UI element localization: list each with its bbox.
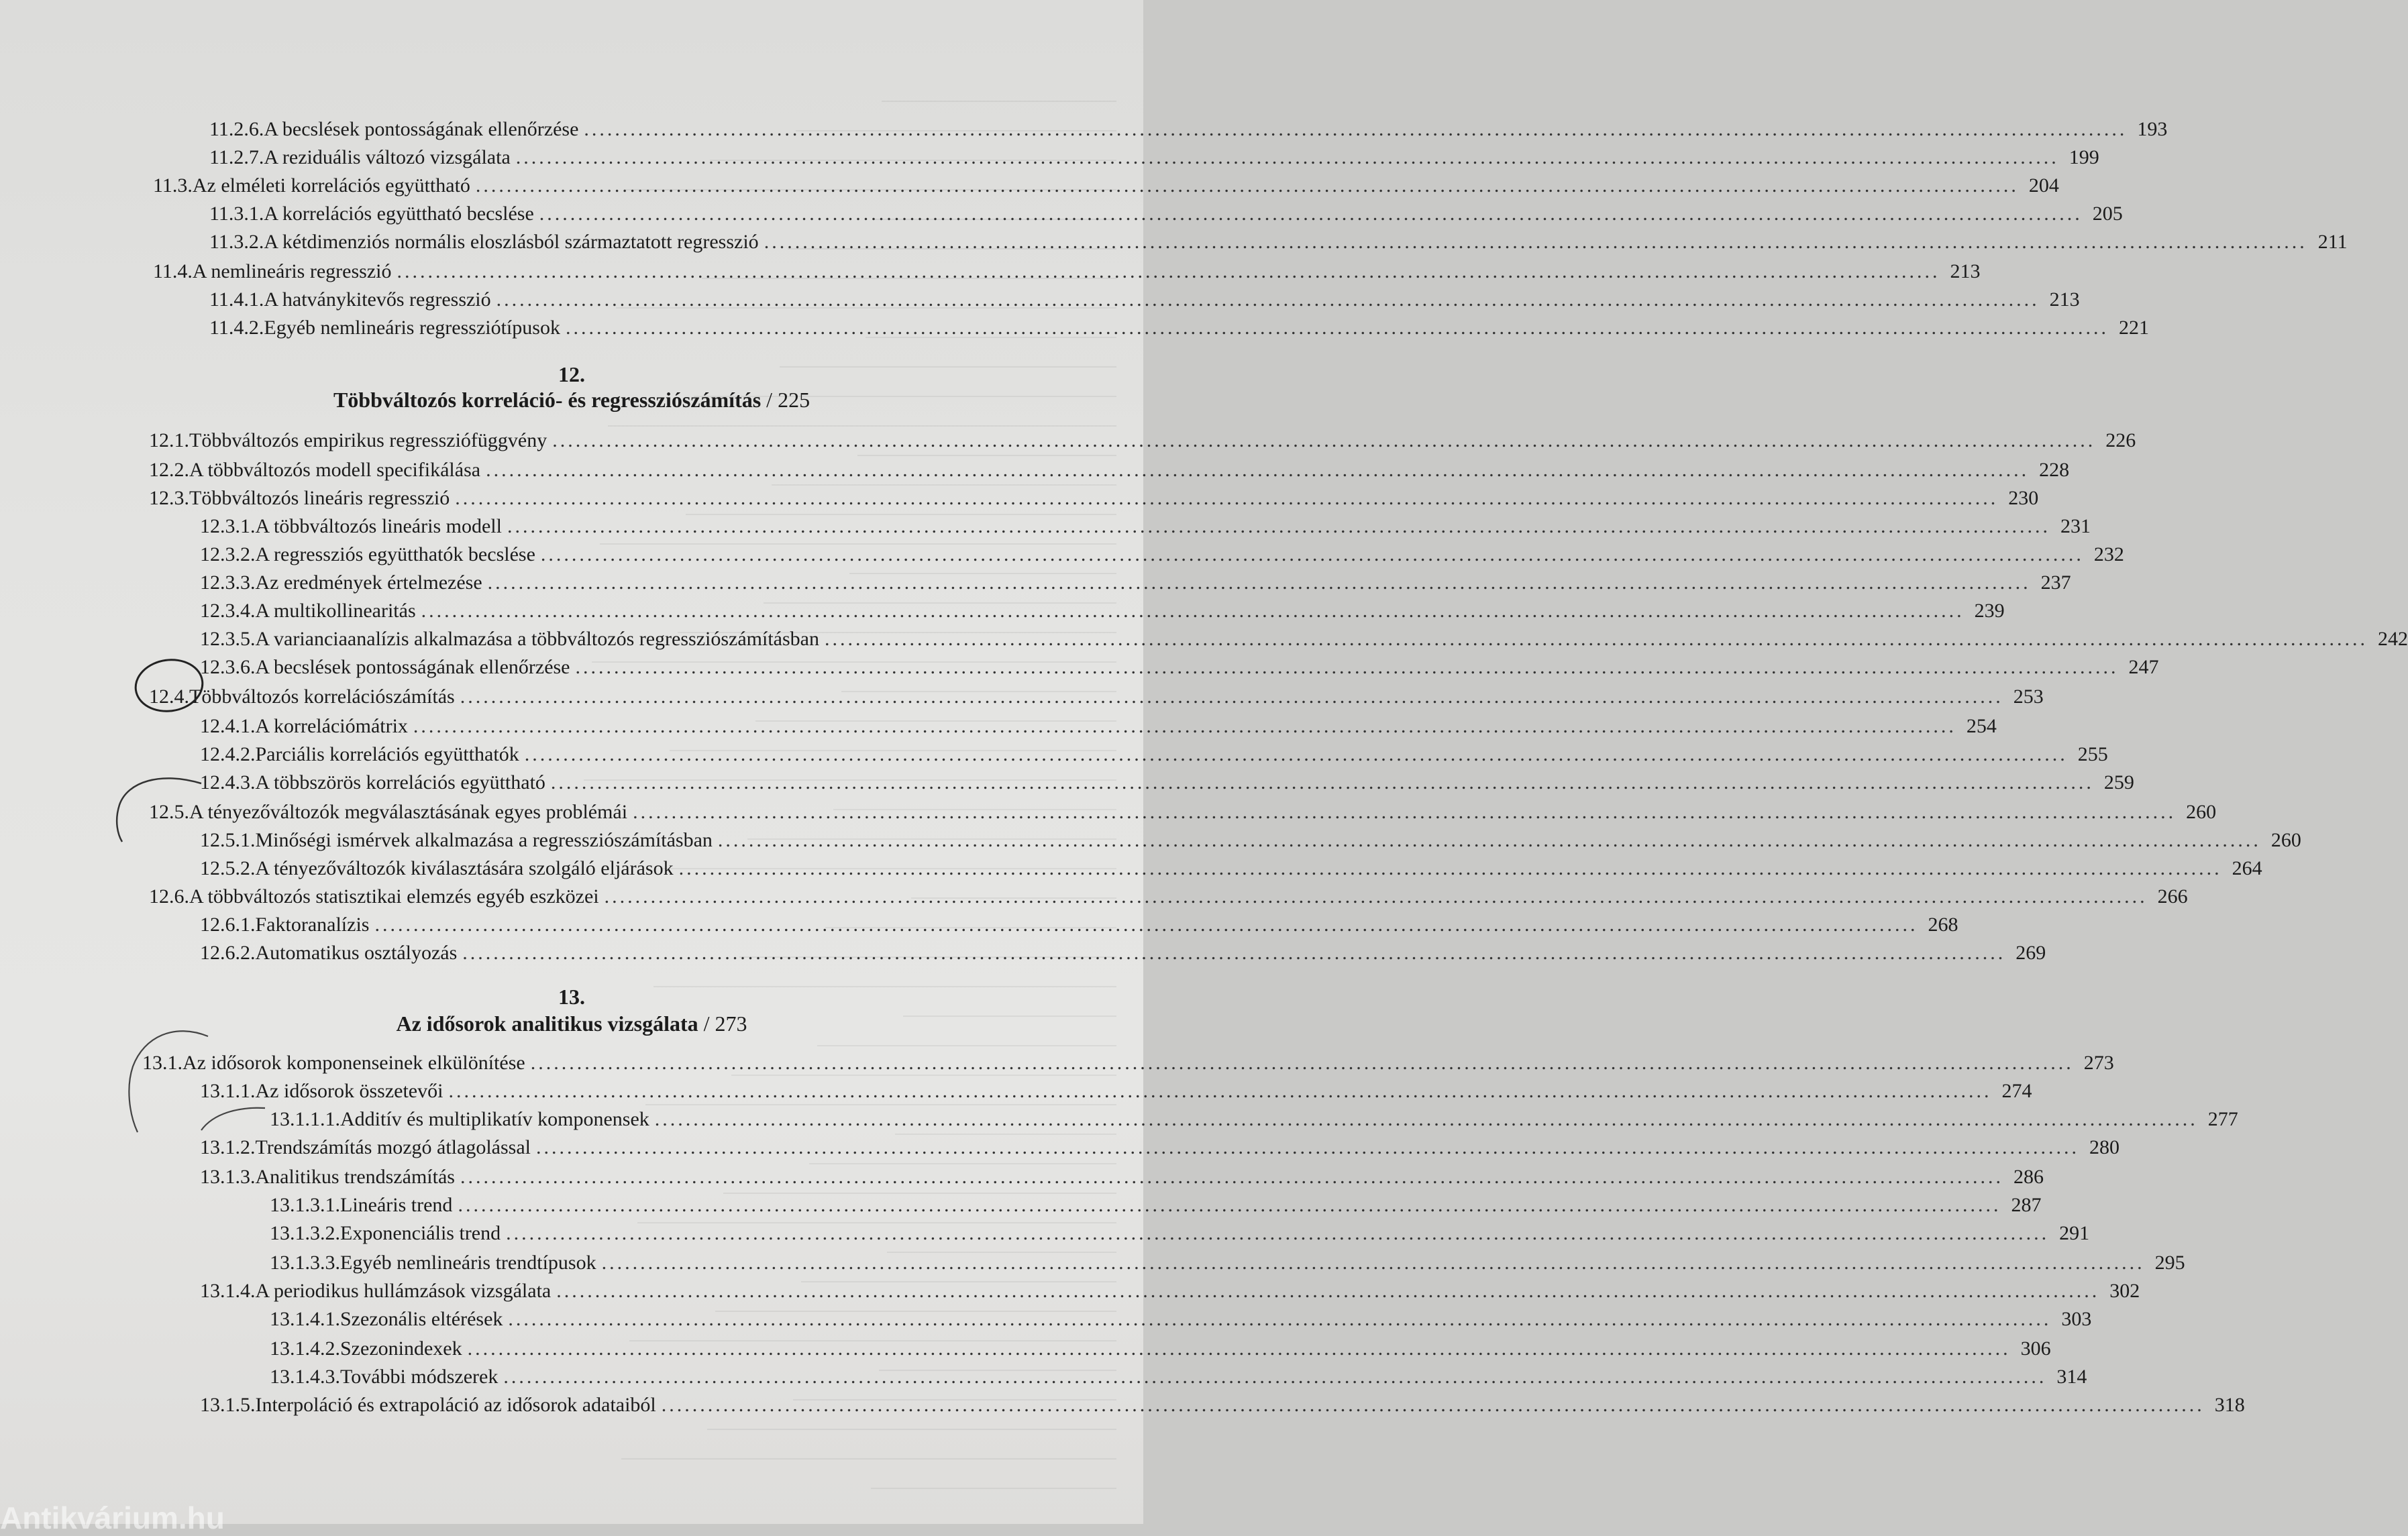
toc-entry bbox=[153, 260, 1981, 283]
toc-entry-page: 268 bbox=[1928, 914, 1958, 936]
dot-leader: ........................................................................................................................................................................................................ bbox=[535, 1136, 2079, 1158]
toc-entry-page: 260 bbox=[2270, 829, 2301, 851]
toc-entry-number: 13.1.1. bbox=[200, 1080, 256, 1102]
toc-entry-title: Trendszámítás mozgó átlagolással bbox=[255, 1136, 531, 1158]
toc-entry-title: A többszörös korrelációs együttható bbox=[255, 771, 545, 793]
toc-entry bbox=[149, 685, 2044, 708]
toc-entry-number: 12.5. bbox=[149, 801, 189, 823]
toc-entry-number: 13.1.2. bbox=[200, 1136, 256, 1158]
toc-entry-page: 266 bbox=[2157, 885, 2188, 908]
dot-leader: ........................................................................................................................................................................................................ bbox=[539, 203, 2083, 225]
toc-entry-number: 11.2.7. bbox=[209, 146, 264, 168]
toc-entry bbox=[200, 1136, 2119, 1159]
toc-entry bbox=[270, 1308, 2092, 1331]
dot-leader: ........................................................................................................................................................................................................ bbox=[633, 801, 2177, 823]
toc-entry-page: 237 bbox=[2040, 571, 2071, 594]
toc-entry-number: 11.4.2. bbox=[209, 317, 264, 339]
dot-leader: ........................................................................................................................................................................................................ bbox=[565, 317, 2109, 339]
toc-entry bbox=[270, 1108, 2238, 1131]
toc-entry-number: 13.1.4.1. bbox=[270, 1308, 340, 1330]
toc-entry-title: Szezonális eltérések bbox=[340, 1308, 503, 1330]
toc-entry-page: 211 bbox=[2317, 231, 2348, 253]
toc-entry-page: 306 bbox=[2020, 1337, 2051, 1360]
chapter-12-number: 12. bbox=[558, 362, 585, 386]
toc-entry-title: A tényezőváltozók kiválasztására szolgáló eljárások bbox=[255, 857, 674, 879]
toc-entry bbox=[200, 1394, 2245, 1417]
toc-entry-title: A többváltozós modell specifikálása bbox=[189, 459, 481, 481]
dot-leader: ........................................................................................................................................................................................................ bbox=[824, 628, 2368, 650]
toc-entry bbox=[270, 1337, 2051, 1360]
toc-entry-number: 11.3. bbox=[153, 174, 193, 197]
toc-entry-page: 254 bbox=[1966, 715, 1997, 737]
toc-entry-number: 12.3.2. bbox=[200, 543, 256, 565]
toc-entry bbox=[200, 628, 2408, 651]
toc-entry-number: 12.5.2. bbox=[200, 857, 256, 879]
toc-entry-page: 230 bbox=[2008, 487, 2039, 509]
toc-entry bbox=[270, 1366, 2087, 1388]
dot-leader: ........................................................................................................................................................................................................ bbox=[503, 1366, 2047, 1388]
toc-entry bbox=[200, 1166, 2044, 1189]
toc-entry-page: 314 bbox=[2056, 1366, 2087, 1388]
dot-leader: ........................................................................................................................................................................................................ bbox=[540, 543, 2084, 565]
toc-entry-page: 277 bbox=[2207, 1108, 2238, 1130]
toc-entry-page: 260 bbox=[2186, 801, 2217, 823]
dot-leader: ........................................................................................................................................................................................................ bbox=[717, 829, 2261, 851]
toc-entry-title: A korrelációs együttható becslése bbox=[264, 203, 534, 225]
dot-leader: ........................................................................................................................................................................................................ bbox=[550, 771, 2094, 793]
toc-entry-title: A reziduális változó vizsgálata bbox=[264, 146, 511, 168]
toc-entry bbox=[200, 515, 2091, 538]
ghost-line bbox=[645, 1104, 1116, 1105]
toc-entry bbox=[209, 231, 2348, 254]
toc-entry-title: A többváltozós statisztikai elemzés egyéb eszközei bbox=[189, 885, 599, 908]
dot-leader: ........................................................................................................................................................................................................ bbox=[764, 231, 2307, 253]
dot-leader: ........................................................................................................................................................................................................ bbox=[508, 1308, 2052, 1330]
toc-entry-title: Egyéb nemlineáris trendtípusok bbox=[340, 1252, 596, 1274]
toc-entry-title: Az idősorok komponenseinek elkülönítése bbox=[182, 1052, 525, 1074]
toc-entry-title: A becslések pontosságának ellenőrzése bbox=[264, 118, 579, 140]
dot-leader: ........................................................................................................................................................................................................ bbox=[460, 685, 2003, 708]
dot-leader: ........................................................................................................................................................................................................ bbox=[524, 743, 2068, 765]
dot-leader: ........................................................................................................................................................................................................ bbox=[467, 1337, 2011, 1360]
toc-entry-number: 11.4. bbox=[153, 260, 193, 282]
toc-entry bbox=[209, 203, 2123, 225]
toc-entry-number: 13.1.3. bbox=[200, 1166, 256, 1188]
toc-entry bbox=[149, 885, 2188, 908]
toc-entry-number: 11.3.2. bbox=[209, 231, 264, 253]
toc-entry-number: 13.1.4. bbox=[200, 1280, 256, 1302]
dot-leader: ........................................................................................................................................................................................................ bbox=[601, 1252, 2145, 1274]
toc-entry-title: Exponenciális trend bbox=[340, 1222, 501, 1244]
toc-entry bbox=[149, 459, 2070, 482]
toc-entry-number: 13.1.3.2. bbox=[270, 1222, 340, 1244]
dot-leader: ........................................................................................................................................................................................................ bbox=[462, 942, 2006, 964]
watermark: Antikvárium.hu bbox=[0, 1500, 225, 1535]
toc-entry bbox=[200, 743, 2108, 766]
toc-entry-number: 12.5.1. bbox=[200, 829, 256, 851]
dot-leader: ........................................................................................................................................................................................................ bbox=[496, 288, 2040, 311]
toc-entry-page: 295 bbox=[2154, 1252, 2185, 1274]
toc-entry bbox=[149, 487, 2039, 510]
dot-leader: ........................................................................................................................................................................................................ bbox=[507, 515, 2050, 537]
toc-entry-number: 13.1. bbox=[142, 1052, 182, 1074]
toc-entry-number: 12.3. bbox=[149, 487, 189, 509]
toc-entry bbox=[209, 118, 2168, 141]
dot-leader: ........................................................................................................................................................................................................ bbox=[413, 715, 1956, 737]
toc-entry-number: 13.1.4.3. bbox=[270, 1366, 340, 1388]
dot-leader: ........................................................................................................................................................................................................ bbox=[460, 1166, 2003, 1188]
toc-entry bbox=[200, 1080, 2032, 1103]
toc-entry-page: 221 bbox=[2118, 317, 2149, 339]
toc-entry-title: Többváltozós empirikus regressziófüggvény bbox=[189, 429, 547, 451]
toc-entry bbox=[153, 174, 2059, 197]
dot-leader: ........................................................................................................................................................................................................ bbox=[455, 487, 1999, 509]
toc-entry-number: 12.4.1. bbox=[200, 715, 256, 737]
toc-entry-title: Az eredmények értelmezése bbox=[255, 571, 482, 594]
toc-entry bbox=[270, 1252, 2185, 1274]
toc-entry-page: 287 bbox=[2011, 1194, 2042, 1216]
chapter-12-page: / 225 bbox=[766, 388, 810, 412]
toc-entry-number: 12.3.4. bbox=[200, 600, 256, 622]
toc-entry-number: 12.3.1. bbox=[200, 515, 256, 537]
ghost-line bbox=[707, 1429, 1116, 1430]
toc-entry-number: 13.1.5. bbox=[200, 1394, 256, 1416]
dot-leader: ........................................................................................................................................................................................................ bbox=[661, 1394, 2205, 1416]
toc-entry-number: 13.1.3.1. bbox=[270, 1194, 340, 1216]
toc-entry-number: 12.6.1. bbox=[200, 914, 256, 936]
dot-leader: ........................................................................................................................................................................................................ bbox=[458, 1194, 2001, 1216]
toc-entry-number: 12.6. bbox=[149, 885, 189, 908]
dot-leader: ........................................................................................................................................................................................................ bbox=[530, 1052, 2074, 1074]
toc-entry-page: 253 bbox=[2013, 685, 2044, 708]
dot-leader: ........................................................................................................................................................................................................ bbox=[552, 429, 2096, 451]
dot-leader: ........................................................................................................................................................................................................ bbox=[448, 1080, 1992, 1102]
toc-entry-title: Faktoranalízis bbox=[255, 914, 370, 936]
ghost-line bbox=[857, 455, 1116, 456]
toc-entry bbox=[209, 146, 2099, 169]
toc-entry-number: 11.4.1. bbox=[209, 288, 264, 311]
toc-entry-title: A tényezőváltozók megválasztásának egyes problémái bbox=[189, 801, 628, 823]
toc-entry bbox=[200, 600, 2005, 622]
toc-entry bbox=[200, 829, 2301, 852]
ghost-line bbox=[608, 425, 1116, 427]
toc-entry-title: A becslések pontosságának ellenőrzése bbox=[255, 656, 570, 678]
pen-mark-13-1 bbox=[129, 1031, 208, 1132]
chapter-13-title-text: Az idősorok analitikus vizsgálata bbox=[396, 1011, 698, 1036]
dot-leader: ........................................................................................................................................................................................................ bbox=[486, 459, 2030, 481]
toc-entry-page: 231 bbox=[2060, 515, 2091, 537]
toc-entry-page: 193 bbox=[2137, 118, 2168, 140]
toc-entry bbox=[200, 543, 2124, 566]
toc-entry-page: 213 bbox=[1950, 260, 1981, 282]
toc-entry bbox=[149, 429, 2136, 452]
toc-entry-page: 318 bbox=[2214, 1394, 2245, 1416]
toc-entry bbox=[270, 1222, 2090, 1245]
dot-leader: ........................................................................................................................................................................................................ bbox=[678, 857, 2222, 879]
dot-leader: ........................................................................................................................................................................................................ bbox=[397, 260, 1940, 282]
toc-entry bbox=[209, 288, 2080, 311]
ghost-line bbox=[809, 1163, 1116, 1164]
toc-entry-page: 232 bbox=[2093, 543, 2124, 565]
toc-entry-title: Többváltozós korrelációszámítás bbox=[189, 685, 455, 708]
toc-entry bbox=[200, 1280, 2140, 1303]
chapter-12-title bbox=[0, 388, 1143, 413]
toc-entry bbox=[200, 571, 2071, 594]
toc-entry bbox=[149, 801, 2217, 824]
toc-entry-page: 286 bbox=[2013, 1166, 2044, 1188]
toc-entry-page: 242 bbox=[2377, 628, 2408, 650]
toc-entry-number: 12.2. bbox=[149, 459, 189, 481]
toc-entry bbox=[200, 942, 2046, 965]
toc-entry-number: 12.4. bbox=[149, 685, 189, 708]
toc-entry bbox=[270, 1194, 2042, 1217]
toc-entry-number: 12.3.6. bbox=[200, 656, 256, 678]
chapter-13-title bbox=[0, 1011, 1143, 1036]
ghost-line bbox=[817, 1045, 1116, 1046]
toc-entry-title: További módszerek bbox=[340, 1366, 499, 1388]
ghost-line bbox=[621, 1458, 1116, 1460]
toc-entry-title: A többváltozós lineáris modell bbox=[255, 515, 502, 537]
toc-entry-page: 213 bbox=[2049, 288, 2080, 311]
toc-entry-title: A kétdimenziós normális eloszlásból származtatott regresszió bbox=[264, 231, 759, 253]
toc-entry bbox=[200, 656, 2159, 679]
toc-entry-number: 12.1. bbox=[149, 429, 189, 451]
toc-entry-page: 280 bbox=[2089, 1136, 2119, 1158]
toc-entry-title: Parciális korrelációs együtthatók bbox=[255, 743, 519, 765]
toc-entry-title: Interpoláció és extrapoláció az idősorok adataiból bbox=[255, 1394, 656, 1416]
ghost-line bbox=[772, 484, 1116, 486]
toc-entry-title: A periodikus hullámzások vizsgálata bbox=[255, 1280, 552, 1302]
pen-mark-13-1-2 bbox=[201, 1108, 265, 1130]
toc-entry-number: 13.1.4.2. bbox=[270, 1337, 340, 1360]
toc-entry-number: 12.4.3. bbox=[200, 771, 256, 793]
toc-entry-page: 255 bbox=[2077, 743, 2108, 765]
toc-entry-page: 264 bbox=[2232, 857, 2262, 879]
dot-leader: ........................................................................................................................................................................................................ bbox=[604, 885, 2148, 908]
dot-leader: ........................................................................................................................................................................................................ bbox=[654, 1108, 2198, 1130]
chapter-12-title-text: Többváltozós korreláció- és regressziószámítás bbox=[333, 388, 762, 412]
toc-entry-title: Analitikus trendszámítás bbox=[255, 1166, 455, 1188]
dot-leader: ........................................................................................................................................................................................................ bbox=[575, 656, 2119, 678]
toc-entry-title: A varianciaanalízis alkalmazása a többváltozós regressziószámításban bbox=[255, 628, 819, 650]
toc-entry bbox=[200, 914, 1958, 936]
dot-leader: ........................................................................................................................................................................................................ bbox=[374, 914, 1918, 936]
chapter-13-number: 13. bbox=[558, 985, 585, 1009]
ghost-line bbox=[895, 1134, 1116, 1135]
toc-entry-title: Lineáris trend bbox=[340, 1194, 453, 1216]
toc-entry-number: 13.1.3.3. bbox=[270, 1252, 340, 1274]
toc-entry bbox=[200, 857, 2262, 880]
toc-entry-title: Az elméleti korrelációs együttható bbox=[192, 174, 470, 197]
toc-entry-page: 291 bbox=[2059, 1222, 2090, 1244]
toc-entry-title: A korrelációmátrix bbox=[255, 715, 408, 737]
toc-entry-title: Egyéb nemlineáris regressziótípusok bbox=[264, 317, 560, 339]
toc-entry bbox=[142, 1052, 2114, 1075]
dot-leader: ........................................................................................................................................................................................................ bbox=[515, 146, 2059, 168]
toc-entry-number: 11.3.1. bbox=[209, 203, 264, 225]
toc-entry-page: 199 bbox=[2069, 146, 2099, 168]
toc-entry-page: 228 bbox=[2039, 459, 2070, 481]
toc-entry-title: Automatikus osztályozás bbox=[255, 942, 458, 964]
toc-entry-page: 205 bbox=[2092, 203, 2123, 225]
dot-leader: ........................................................................................................................................................................................................ bbox=[556, 1280, 2100, 1302]
dot-leader: ........................................................................................................................................................................................................ bbox=[487, 571, 2031, 594]
dot-leader: ........................................................................................................................................................................................................ bbox=[506, 1222, 2050, 1244]
toc-entry-title: A nemlineáris regresszió bbox=[192, 260, 392, 282]
toc-entry bbox=[209, 317, 2149, 339]
toc-entry bbox=[200, 715, 1997, 738]
toc-entry-number: 12.6.2. bbox=[200, 942, 256, 964]
toc-entry-title: Többváltozós lineáris regresszió bbox=[189, 487, 450, 509]
toc-entry-number: 11.2.6. bbox=[209, 118, 264, 140]
toc-entry-page: 274 bbox=[2001, 1080, 2032, 1102]
toc-entry-page: 247 bbox=[2128, 656, 2159, 678]
toc-entry-page: 204 bbox=[2028, 174, 2059, 197]
dot-leader: ........................................................................................................................................................................................................ bbox=[584, 118, 2128, 140]
toc-entry-title: A hatványkitevős regresszió bbox=[264, 288, 491, 311]
toc-entry-number: 12.4.2. bbox=[200, 743, 256, 765]
toc-entry-number: 13.1.1.1. bbox=[270, 1108, 340, 1130]
ghost-line bbox=[882, 101, 1116, 102]
toc-entry-page: 273 bbox=[2083, 1052, 2114, 1074]
toc-entry-page: 302 bbox=[2109, 1280, 2140, 1302]
toc-entry-page: 259 bbox=[2103, 771, 2134, 793]
toc-entry-title: A regressziós együtthatók becslése bbox=[255, 543, 535, 565]
ghost-line bbox=[871, 1488, 1116, 1489]
toc-entry-title: Szezonindexek bbox=[340, 1337, 462, 1360]
toc-entry-page: 239 bbox=[1974, 600, 2005, 622]
toc-entry-title: Additív és multiplikatív komponensek bbox=[340, 1108, 649, 1130]
chapter-13-page: / 273 bbox=[703, 1011, 747, 1036]
toc-entry-title: Az idősorok összetevői bbox=[255, 1080, 443, 1102]
toc-entry-page: 303 bbox=[2061, 1308, 2092, 1330]
dot-leader: ........................................................................................................................................................................................................ bbox=[475, 174, 2019, 197]
toc-entry bbox=[200, 771, 2134, 794]
toc-entry-page: 226 bbox=[2105, 429, 2136, 451]
toc-entry-page: 269 bbox=[2016, 942, 2046, 964]
toc-entry-number: 12.3.5. bbox=[200, 628, 256, 650]
toc-entry-title: Minőségi ismérvek alkalmazása a regressziószámításban bbox=[255, 829, 713, 851]
ghost-line bbox=[731, 1075, 1116, 1076]
toc-entry-number: 12.3.3. bbox=[200, 571, 256, 594]
dot-leader: ........................................................................................................................................................................................................ bbox=[421, 600, 1965, 622]
toc-entry-title: A multikollinearitás bbox=[255, 600, 416, 622]
